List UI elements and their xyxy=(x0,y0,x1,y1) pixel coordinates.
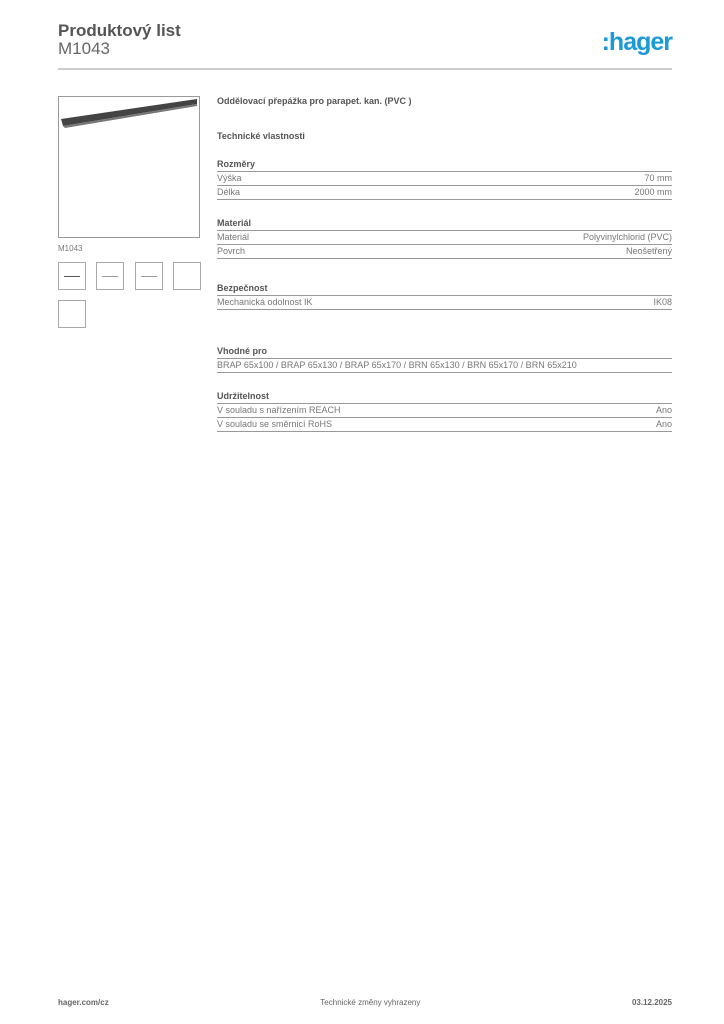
thumbnail-1[interactable] xyxy=(58,262,86,290)
product-name: Oddělovací přepážka pro parapet. kan. (PVC ) xyxy=(217,96,412,106)
footer-disclaimer: Technické změny vyhrazeny xyxy=(320,998,421,1007)
spec-value: IK08 xyxy=(653,297,672,307)
thumbnail-4[interactable] xyxy=(173,262,201,290)
section-title: Rozměry xyxy=(217,157,672,172)
tech-heading: Technické vlastnosti xyxy=(217,131,305,141)
spec-value: Neošetřený xyxy=(625,246,672,256)
hager-logo: :hager xyxy=(601,28,672,56)
thumbnail-2[interactable] xyxy=(96,262,124,290)
spec-label: Výška xyxy=(217,173,242,183)
image-caption: M1043 xyxy=(58,244,83,253)
section-title: Udržitelnost xyxy=(217,389,672,404)
spec-value: Ano xyxy=(655,419,672,429)
section-title: Materiál xyxy=(217,216,672,231)
spec-value: 2000 mm xyxy=(634,187,672,197)
spec-row xyxy=(217,418,672,432)
spec-label: Povrch xyxy=(217,246,246,256)
spec-row xyxy=(217,231,672,245)
spec-label: Délka xyxy=(217,187,241,197)
footer-website[interactable]: hager.com/cz xyxy=(58,998,109,1007)
spec-row xyxy=(217,172,672,186)
product-image xyxy=(58,96,200,238)
spec-label: V souladu se směrnicí RoHS xyxy=(217,419,333,429)
page-title: Produktový list xyxy=(58,21,181,40)
specifications xyxy=(217,96,672,432)
footer xyxy=(58,998,672,1007)
section-title: Vhodné pro xyxy=(217,344,672,359)
spec-row xyxy=(217,245,672,259)
spec-label: Mechanická odolnost IK xyxy=(217,297,313,307)
spec-label: V souladu s nařízením REACH xyxy=(217,405,341,415)
spec-row xyxy=(217,296,672,310)
spec-row xyxy=(217,186,672,200)
thumbnail-5[interactable] xyxy=(58,300,86,328)
header-divider xyxy=(58,68,672,70)
profile-rail-icon xyxy=(59,97,199,237)
spec-value: Polyvinylchlorid (PVC) xyxy=(582,232,672,242)
section-title: Bezpečnost xyxy=(217,281,672,296)
thumbnail-3[interactable] xyxy=(135,262,163,290)
spec-row xyxy=(217,404,672,418)
product-code: M1043 xyxy=(58,39,110,58)
spec-value: 70 mm xyxy=(644,173,672,183)
spec-value: Ano xyxy=(655,405,672,415)
footer-date: 03.12.2025 xyxy=(631,998,672,1007)
spec-row xyxy=(217,359,672,373)
spec-label: Materiál xyxy=(217,232,250,242)
spec-label: BRAP 65x100 / BRAP 65x130 / BRAP 65x170 / BRN 65x130 / BRN 65x170 / BRN 65x210 xyxy=(217,360,577,370)
